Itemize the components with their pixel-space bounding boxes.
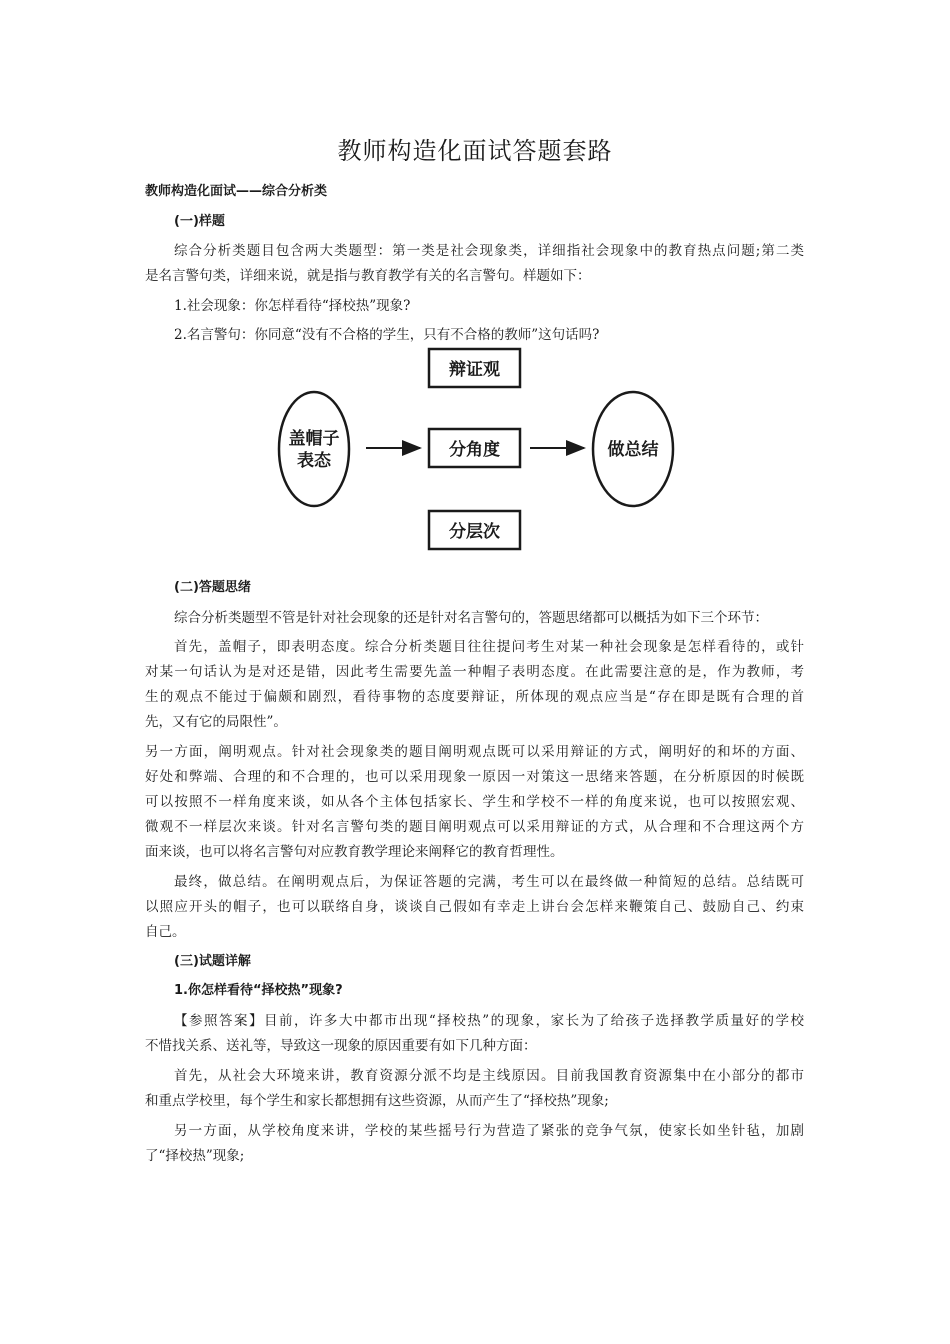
oval-stance-label-line2: 表态 [297, 451, 331, 471]
part2-paragraph-line: 面来谈，也可以将名言警句对应教育教学理论来阐释它的教育哲理性。 [145, 844, 564, 860]
part2-paragraph-line: 另一方面，阐明观点。针对社会现象类的题目阐明观点既可以采用辩证的方式，阐明好的和坏的方面、 [145, 744, 804, 760]
answer-line: 了“择校热”现象; [145, 1148, 245, 1164]
answer-line: 另一方面，从学校角度来讲，学校的某些摇号行为营造了紧张的竞争气氛，使家长如坐针毡，加剧 [174, 1123, 804, 1139]
answer-line: 【参照答案】目前，许多大中都市出现“择校热”的现象，家长为了给孩子选择教学质量好的学校 [174, 1013, 804, 1029]
answer-line: 和重点学校里，每个学生和家长都想拥有这些资源，从而产生了“择校热”现象; [145, 1093, 609, 1109]
answer-line: 不惜找关系、送礼等，导致这一现象的原因重要有如下几种方面： [145, 1038, 537, 1054]
answer-structure-diagram [270, 340, 680, 558]
page-title: 教师构造化面试答题套路 [337, 137, 613, 165]
part2-paragraph-line: 好处和弊端、合理的和不合理的，也可以采用现象一原因一对策这一思绪来答题，在分析原因的时候既 [145, 769, 804, 785]
part2-paragraph-line: 对某一句话认为是对还是错，因此考生需要先盖一种帽子表明态度。在此需要注意的是，作为教师，考 [145, 664, 804, 680]
box-levels-label: 分层次 [449, 522, 500, 542]
sample-question-2: 2.名言警句：你同意“没有不合格的学生，只有不合格的教师”这句话吗? [174, 327, 600, 343]
oval-stance-label-line1: 盖帽子 [288, 429, 340, 449]
part2-paragraph-line: 以照应开头的帽子，也可以联络自身，谈谈自己假如有幸走上讲台会怎样来鞭策自己、鼓励自己、约束 [145, 899, 804, 915]
sample-question-1: 1.社会现象：你怎样看待“择校热”现象? [174, 298, 411, 314]
box-angles-label: 分角度 [449, 440, 500, 460]
part1-heading: (一)样题 [174, 214, 225, 229]
part1-intro-line: 是名言警句类，详细来说，就是指与教育教学有关的名言警句。样题如下： [145, 268, 591, 284]
part3-heading: (三)试题详解 [174, 954, 251, 969]
part1-intro-line: 综合分析类题目包含两大类题型：第一类是社会现象类，详细指社会现象中的教育热点问题;第二类 [174, 243, 804, 259]
part2-paragraph-line: 可以按照不一样角度来谈，如从各个主体包括家长、学生和学校不一样的角度来说，也可以按照宏观、 [145, 794, 804, 810]
section-heading: 教师构造化面试——综合分析类 [145, 184, 328, 199]
oval-stance [279, 392, 349, 506]
answer-line: 首先，从社会大环境来讲，教育资源分派不均是主线原因。目前我国教育资源集中在小部分的都市 [174, 1068, 804, 1084]
part3-question-heading: 1.你怎样看待“择校热”现象? [174, 983, 343, 998]
part2-paragraph-line: 先，又有它的局限性”。 [145, 714, 287, 730]
part2-paragraph-line: 首先，盖帽子，即表明态度。综合分析类题目往往提问考生对某一种社会现象是怎样看待的，或针 [174, 639, 804, 655]
part2-paragraph: 综合分析类题型不管是针对社会现象的还是针对名言警句的，答题思绪都可以概括为如下三个环节： [174, 610, 768, 626]
diagram-svg [270, 340, 680, 558]
box-dialectical-label: 辩证观 [449, 360, 500, 380]
part2-paragraph-line: 最终，做总结。在阐明观点后，为保证答题的完满，考生可以在最终做一种简短的总结。总结既可 [174, 874, 804, 890]
part2-heading: (二)答题思绪 [174, 580, 251, 595]
part2-paragraph-line: 生的观点不能过于偏颇和剧烈，看待事物的态度要辩证，所体现的观点应当是“存在即是既有合理的首 [145, 689, 804, 705]
part2-paragraph-line: 自己。 [145, 924, 186, 940]
part2-paragraph-line: 微观不一样层次来谈。针对名言警句类的题目阐明观点可以采用辩证的方式，从合理和不合理这两个方 [145, 819, 804, 835]
oval-summary-label: 做总结 [607, 440, 659, 460]
